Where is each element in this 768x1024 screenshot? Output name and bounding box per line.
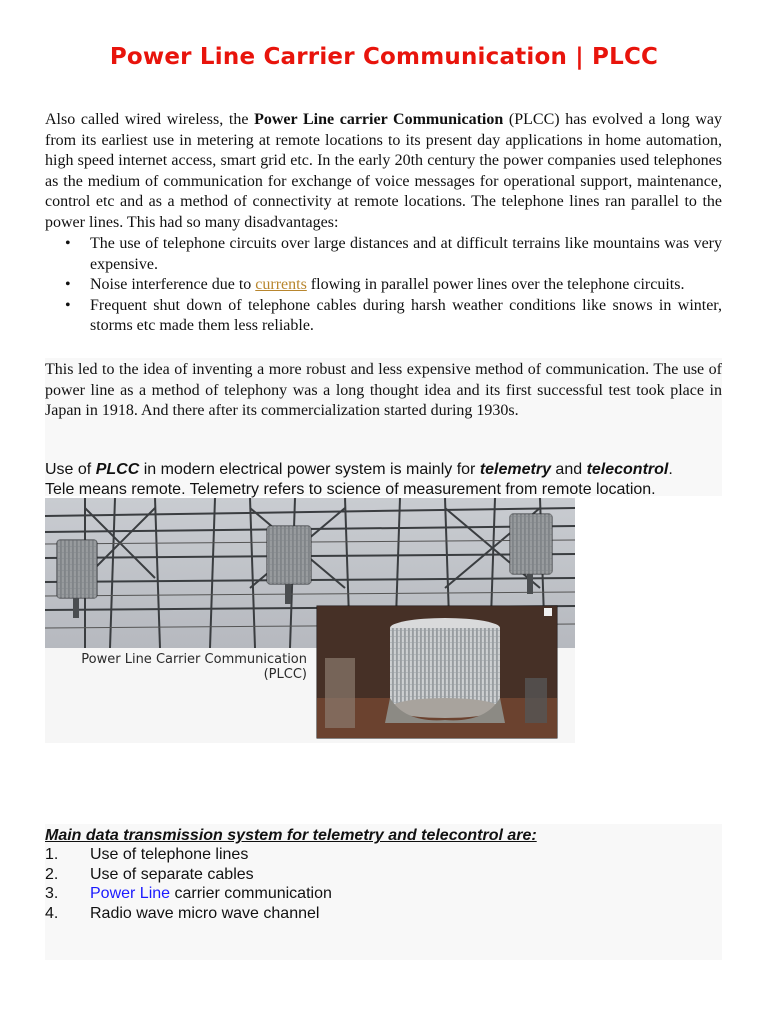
substation-photo <box>45 498 575 743</box>
list-text: Use of separate cables <box>90 865 254 883</box>
history-paragraph: This led to the idea of inventing a more robust and less expensive method of communication. The use of power line as a method of telephony was a long thought idea and its first successful test took place in Japan in 1918. And there after its commercialization started during 1930s. <box>45 361 722 420</box>
telemetry-definition: Tele means remote. Telemetry refers to science of measurement from remote location. <box>45 481 656 498</box>
intro-bold-term: Power Line carrier Communication <box>254 111 504 128</box>
list-text: carrier communication <box>170 885 332 903</box>
disadvantages-list <box>45 234 722 337</box>
list-number: 3. <box>45 885 59 903</box>
telemetry-term: telemetry <box>479 461 551 478</box>
list-item <box>45 884 332 904</box>
text-run: Use of <box>45 461 96 478</box>
list-item <box>45 845 332 865</box>
transmission-systems-list <box>45 845 332 923</box>
currents-link[interactable]: currents <box>255 276 307 294</box>
list-text: Use of telephone lines <box>90 846 249 863</box>
bullet-text: Noise interference due to <box>90 276 256 294</box>
page-title: Power Line Carrier Communication | PLCC <box>109 44 659 70</box>
intro-prefix: Also called wired wireless, the <box>45 111 255 128</box>
bullet-icon: • <box>65 235 71 252</box>
plcc-use-paragraph <box>45 460 722 500</box>
list-item <box>45 234 722 275</box>
plcc-term: PLCC <box>95 461 140 478</box>
bullet-text: Frequent shut down of telephone cables during harsh weather conditions like snows in winter, storms etc made them less reliable. <box>90 296 722 335</box>
bullet-text: The use of telephone circuits over large distances and at difficult terrains like mountains was very expensive. <box>90 235 722 273</box>
section-heading: Main data transmission system for telemetry and telecontrol are: <box>45 827 537 844</box>
text-run: and <box>550 461 587 478</box>
list-number: 4. <box>45 904 59 922</box>
plcc-image <box>45 498 575 743</box>
list-item <box>45 275 722 296</box>
text-run: . <box>668 461 673 478</box>
power-line-link[interactable]: Power Line <box>90 885 171 903</box>
bullet-icon: • <box>65 296 71 314</box>
image-caption <box>45 652 307 682</box>
intro-paragraph <box>45 110 722 234</box>
intro-rest: (PLCC) has evolved a long way from its earliest use in metering at remote locations to its present day applications in home automation, high speed internet access, smart grid etc. In the early 20th century the power companies used telephones as the medium of communication for exchange of voice messages for operational support, maintenance, control etc and as a method of connectivity at remote locations. The telephone lines ran parallel to the power lines. This had so many disadvantages: <box>45 111 723 231</box>
list-item <box>45 865 332 885</box>
list-number: 1. <box>45 846 59 863</box>
list-item <box>45 296 722 337</box>
list-item <box>45 904 332 924</box>
telecontrol-term: telecontrol <box>586 461 669 478</box>
caption-line: Power Line Carrier Communication <box>81 652 307 667</box>
text-run: in modern electrical power system is mainly for <box>139 461 480 478</box>
list-text: Radio wave micro wave channel <box>90 904 320 922</box>
bullet-icon: • <box>65 276 71 294</box>
list-number: 2. <box>45 865 59 883</box>
bullet-text: flowing in parallel power lines over the telephone circuits. <box>306 276 685 294</box>
caption-line: (PLCC) <box>263 667 307 682</box>
